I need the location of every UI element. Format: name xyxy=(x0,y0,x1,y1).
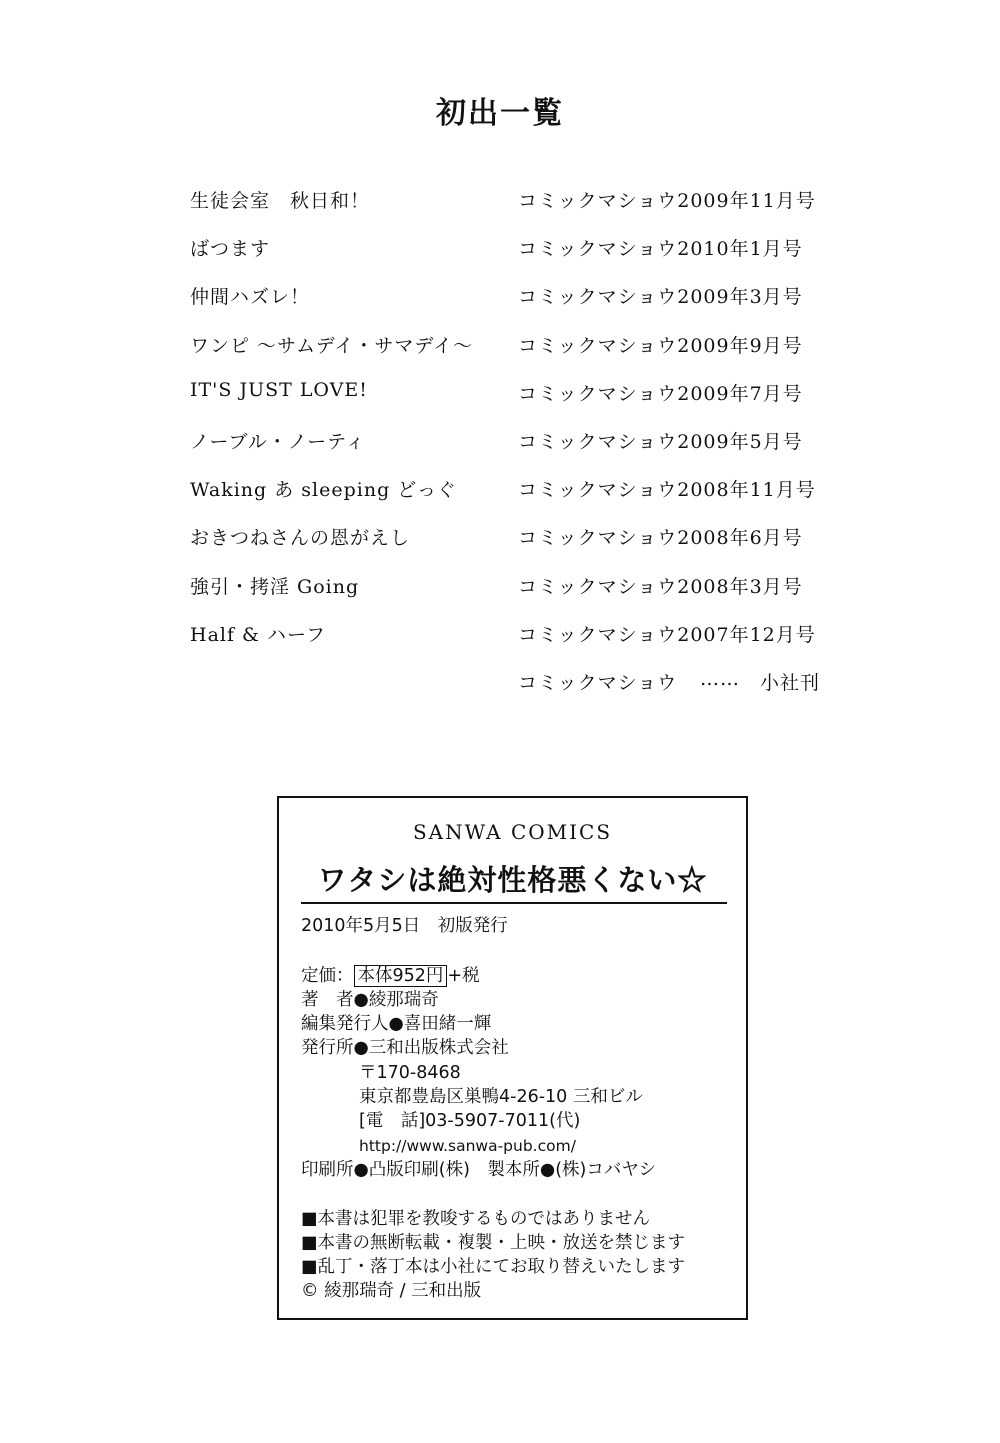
address-line: 東京都豊島区巣鴨4-26-10 三和ビル xyxy=(359,1087,643,1107)
list-item xyxy=(190,379,850,427)
magazine-issue: コミックマショウ2008年11月号 xyxy=(518,479,816,502)
publisher-note-magazine: コミックマショウ xyxy=(518,671,678,694)
work-title: ばつます xyxy=(190,238,271,261)
work-title: おきつねさんの恩がえし xyxy=(190,527,411,550)
book-title: ワタシは絶対性格悪くない☆ xyxy=(317,863,708,897)
copyright-line: © 綾那瑞奇 / 三和出版 xyxy=(301,1281,482,1301)
magazine-issue: コミックマショウ2009年3月号 xyxy=(518,286,803,309)
magazine-issue: コミックマショウ2008年3月号 xyxy=(518,575,803,598)
work-title: Half & ハーフ xyxy=(190,623,327,646)
list-item xyxy=(190,620,850,668)
publisher-line: 発行所●三和出版株式会社 xyxy=(301,1038,509,1058)
price-box: 本体952円 xyxy=(354,965,448,987)
magazine-issue: コミックマショウ2009年11月号 xyxy=(518,190,816,212)
list-item xyxy=(190,282,850,330)
work-title: IT'S JUST LOVE! xyxy=(190,378,368,401)
list-item xyxy=(190,234,850,282)
list-item xyxy=(190,523,850,571)
notice-line: ■本書の無断転載・複製・上映・放送を禁じます xyxy=(301,1233,686,1253)
printer-line: 印刷所●凸版印刷(株) 製本所●(株)コバヤシ xyxy=(301,1160,657,1180)
notice-line: ■乱丁・落丁本は小社にてお取り替えいたします xyxy=(301,1257,686,1277)
work-title: ノーブル・ノーティ xyxy=(190,430,366,453)
work-title: Waking あ sleeping どっぐ xyxy=(190,479,457,502)
page-heading: 初出一覧 xyxy=(436,96,564,131)
title-divider xyxy=(301,902,727,904)
magazine-issue: コミックマショウ2009年5月号 xyxy=(518,430,803,453)
phone-line: [電 話]03-5907-7011(代) xyxy=(359,1111,581,1131)
author-line: 著 者●綾那瑞奇 xyxy=(301,990,439,1010)
list-item xyxy=(190,331,850,379)
publisher-note-dots: …… xyxy=(700,667,740,690)
work-title: 仲間ハズレ！ xyxy=(190,286,311,309)
work-title: ワンピ ～サムデイ・サマデイ～ xyxy=(190,334,474,357)
magazine-issue: コミックマショウ2010年1月号 xyxy=(518,238,803,261)
magazine-issue: コミックマショウ2009年9月号 xyxy=(518,334,803,357)
work-title: 強引・拷淫 Going xyxy=(190,575,360,598)
magazine-issue: コミックマショウ2007年12月号 xyxy=(518,623,816,646)
notice-line: ■本書は犯罪を教唆するものではありません xyxy=(301,1209,651,1229)
first-appearance-list xyxy=(190,186,850,716)
website-url: http://www.sanwa-pub.com/ xyxy=(359,1137,576,1155)
release-date: 2010年5月5日 初版発行 xyxy=(301,916,508,936)
postal-code: 〒170-8468 xyxy=(359,1063,461,1083)
list-item xyxy=(190,572,850,620)
publisher-note-publisher: 小社刊 xyxy=(760,671,821,694)
price-label: 定価： xyxy=(301,966,354,986)
list-item xyxy=(190,475,850,523)
series-label: SANWA COMICS xyxy=(412,820,613,844)
publisher-note xyxy=(190,668,850,716)
list-item xyxy=(190,427,850,475)
price-tax: +税 xyxy=(447,966,480,986)
work-title: 生徒会室 秋日和！ xyxy=(190,190,371,212)
price-line xyxy=(301,964,480,988)
magazine-issue: コミックマショウ2009年7月号 xyxy=(518,382,803,405)
editor-line: 編集発行人●喜田緒一輝 xyxy=(301,1014,492,1034)
colophon-box xyxy=(277,796,748,1320)
list-item xyxy=(190,186,850,234)
magazine-issue: コミックマショウ2008年6月号 xyxy=(518,527,803,550)
